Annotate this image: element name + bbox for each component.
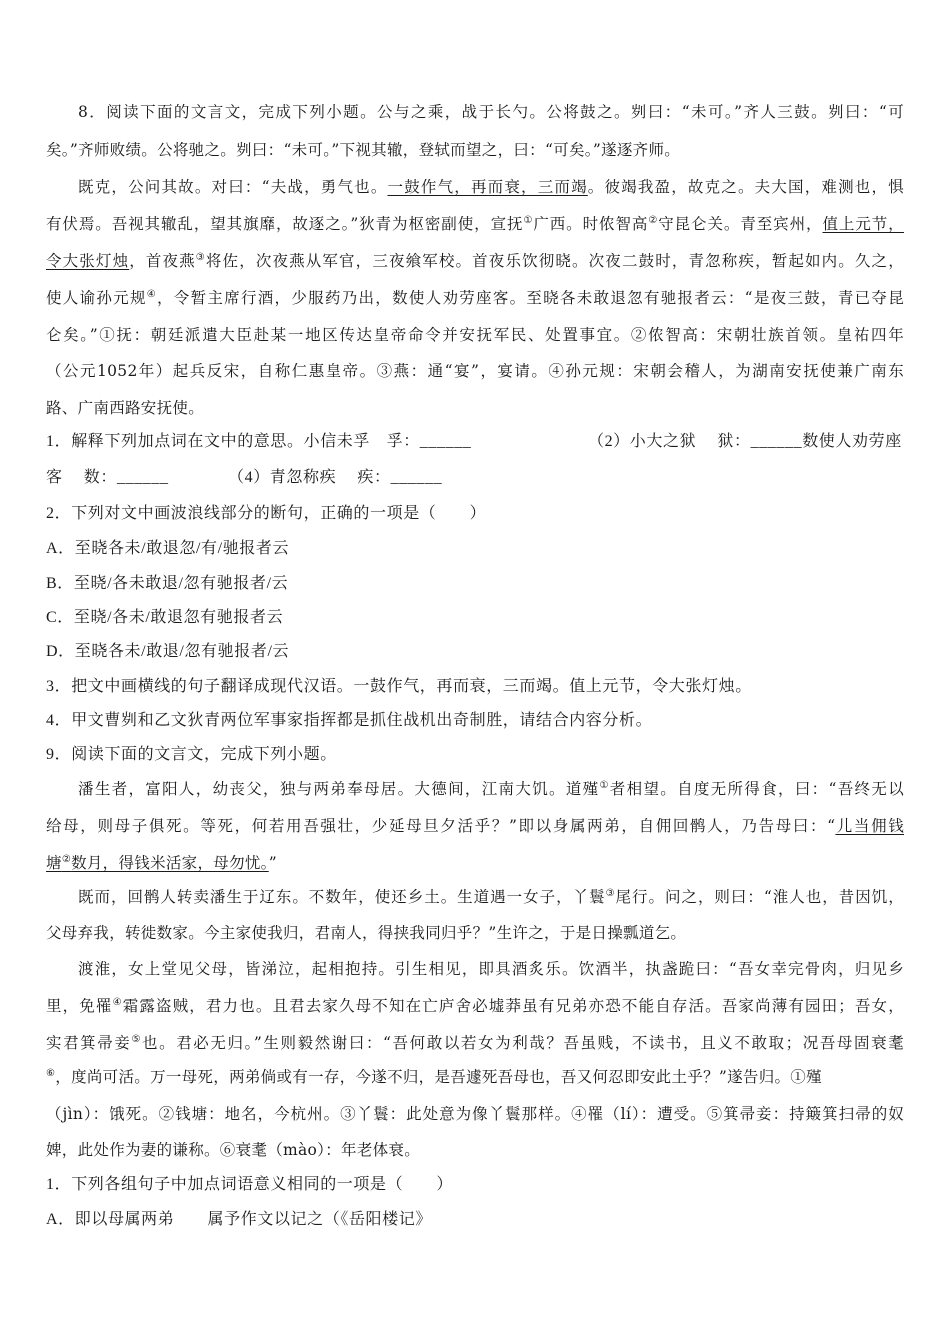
q8-para2-line-3: 令大张灯烛，首夜燕③将佐，次夜燕从军官，三夜飨军校。首夜乐饮彻晓。次夜二鼓时，青忽称疾，暂起如内。久之， — [46, 251, 904, 270]
underlined-sentence: 值上元节， — [822, 215, 904, 233]
q8-question-1-part-3: 客 数：______ — [46, 469, 169, 486]
underlined-sentence: 儿当佣钱 — [835, 817, 904, 835]
q8-question-2-option-a: A．至晓各未/敢退忽/有/驰报者云 — [46, 540, 290, 557]
q8-para2-line-5: 仑矣。”①抚：朝廷派遣大臣赴某一地区传达皇帝命令并安抚军民、处置事宜。②侬智高：宋朝壮族首领。皇祐四年 — [46, 326, 904, 344]
underlined-sentence: 令大张灯烛 — [46, 252, 130, 270]
q9-para3-line-5: （jìn）：饿死。②钱塘：地名，今杭州。③丫鬟：此处意为像丫鬟那样。④罹（lí）：遭受。⑤箕帚妾：持簸箕扫帚的奴 — [46, 1105, 904, 1123]
footnote-marker: ② — [648, 214, 659, 226]
footnote-marker: ④ — [146, 288, 158, 300]
q8-para2-line-7: 路、广南西路安抚使。 — [46, 399, 205, 417]
q8-para2-line-1: 既克，公问其故。对曰：“夫战，勇气也。一鼓作气，再而衰，三而竭。彼竭我盈，故克之。夫大国，难测也，惧 — [78, 178, 904, 196]
footnote-marker: ① — [523, 214, 534, 226]
q8-para2-line-2: 有伏焉。吾视其辙乱，望其旗靡，故逐之。”狄青为枢密副使，宣抚①广西。时侬智高②守昆仑关。青至宾州，值上元节， — [46, 214, 904, 233]
q8-question-3: 3．把文中画横线的句子翻译成现代汉语。一鼓作气，再而衰，三而竭。值上元节，令大张灯烛。 — [46, 678, 752, 695]
q9-para3-line-6: 婢，此处作为妻的谦称。⑥衰耄（mào）：年老体衰。 — [46, 1141, 421, 1159]
q9-para2-line-1: 既而，回鹘人转卖潘生于辽东。不数年，使还乡土。生道遇一女子，丫鬟③尾行。问之，则曰：“淮人也，昔因饥， — [78, 887, 904, 906]
q8-para2-line-4: 使人谕孙元规④，令暂主席行酒，少服药乃出，数使人劝劳座客。至晓各未敢退忽有驰报者云：“是夜三鼓，青已夺昆 — [46, 288, 904, 307]
q8-question-1-part-4: （4）青忽称疾 疾：______ — [228, 469, 443, 486]
q9-para3-line-3: 实君箕帚妾⑤也。君必无归。”生则毅然谢曰：“吾何敢以若女为利哉？吾虽贱，不读书，且义不敢取；况吾母固衰耄 — [46, 1033, 904, 1052]
q9-para1-line-3: 塘②数月，得钱米活家，母勿忧。” — [46, 853, 277, 872]
q9-question-1: 1．下列各组句子中加点词语意义相同的一项是（ ） — [46, 1176, 454, 1193]
q9-para2-line-2: 父母弃我，转徙数家。今主家使我归，君南人，得挟我同归乎？”生许之，于是日操瓢道乞。 — [46, 924, 687, 942]
q9-para3-line-1: 渡淮，女上堂见父母，皆涕泣，起相抱持。引生相见，即具酒炙乐。饮酒半，执盏跪曰：“吾女幸完骨肉，归见乡 — [78, 960, 904, 978]
q8-question-1-part-2: （2）小大之狱 狱：______数使人劝劳座 — [588, 433, 902, 450]
q8-intro-line-2: 矣。”齐师败绩。公将驰之。刿曰：“未可。”下视其辙，登轼而望之，曰：“可矣。”遂逐齐师。 — [46, 141, 681, 159]
footnote-marker: ③ — [605, 887, 616, 899]
q9-para3-line-2: 里，免罹④霜露盗贼，君力也。且君去家久母不知在亡庐舍必墟莽虽有兄弟亦恐不能自存活。吾家尚薄有园田；吾女， — [46, 996, 904, 1015]
q9-para3-line-3b: ⑥，度尚可活。万一母死，两弟倘或有一存，今遂不归，是吾遽死吾母也，吾又何忍即安此土乎？”遂告归。①殣 — [46, 1067, 822, 1086]
footnote-marker: ⑤ — [131, 1033, 143, 1045]
q9-question-1-option-a: A．即以母属两弟 属予作文以记之（《岳阳楼记》 — [46, 1211, 432, 1228]
q9-intro: 9．阅读下面的文言文，完成下列小题。 — [46, 746, 337, 763]
footnote-marker: ② — [61, 853, 72, 865]
footnote-marker: ① — [599, 779, 610, 791]
footnote-marker: ④ — [112, 996, 123, 1008]
underlined-sentence: 一鼓作气，再而衰，三而竭 — [387, 178, 588, 196]
q8-question-1: 1．解释下列加点词在文中的意思。小信未孚 孚：______ — [46, 433, 472, 450]
q8-question-2-option-d: D．至晓各未/敢退/忽有驰报者/云 — [46, 643, 290, 660]
q8-question-4: 4．甲文曹刿和乙文狄青两位军事家指挥都是抓住战机出奇制胜，请结合内容分析。 — [46, 712, 653, 729]
q8-question-2: 2．下列对文中画波浪线部分的断句，正确的一项是（ ） — [46, 505, 487, 522]
q9-para1-line-1: 潘生者，富阳人，幼丧父，独与两弟奉母居。大德间，江南大饥。道殣①者相望。自度无所得食，曰：“吾终无以 — [78, 779, 904, 798]
q8-para2-line-6: （公元1052年）起兵反宋，自称仁惠皇帝。③燕：通“宴”，宴请。④孙元规：宋朝会稽人，为湖南安抚使兼广南东 — [46, 362, 904, 380]
footnote-marker: ⑥ — [46, 1067, 56, 1079]
footnote-marker: ③ — [195, 251, 206, 263]
q8-question-2-option-c: C．至晓/各未/敢退忽有驰报者云 — [46, 609, 284, 626]
q8-intro-line-1: 8．阅读下面的文言文，完成下列小题。公与之乘，战于长勺。公将鼓之。刿曰：“未可。”齐人三鼓。刿曰：“可 — [78, 103, 904, 121]
q8-question-2-option-b: B．至晓/各未敢退/忽有驰报者/云 — [46, 575, 289, 592]
q9-para1-line-2: 给母，则母子俱死。等死，何若用吾强壮，少延母旦夕活乎？”即以身属两弟，自佣回鹘人，乃告母曰：“儿当佣钱 — [46, 817, 904, 835]
underlined-sentence: 塘②数月，得钱米活家，母勿忧。 — [46, 853, 269, 872]
